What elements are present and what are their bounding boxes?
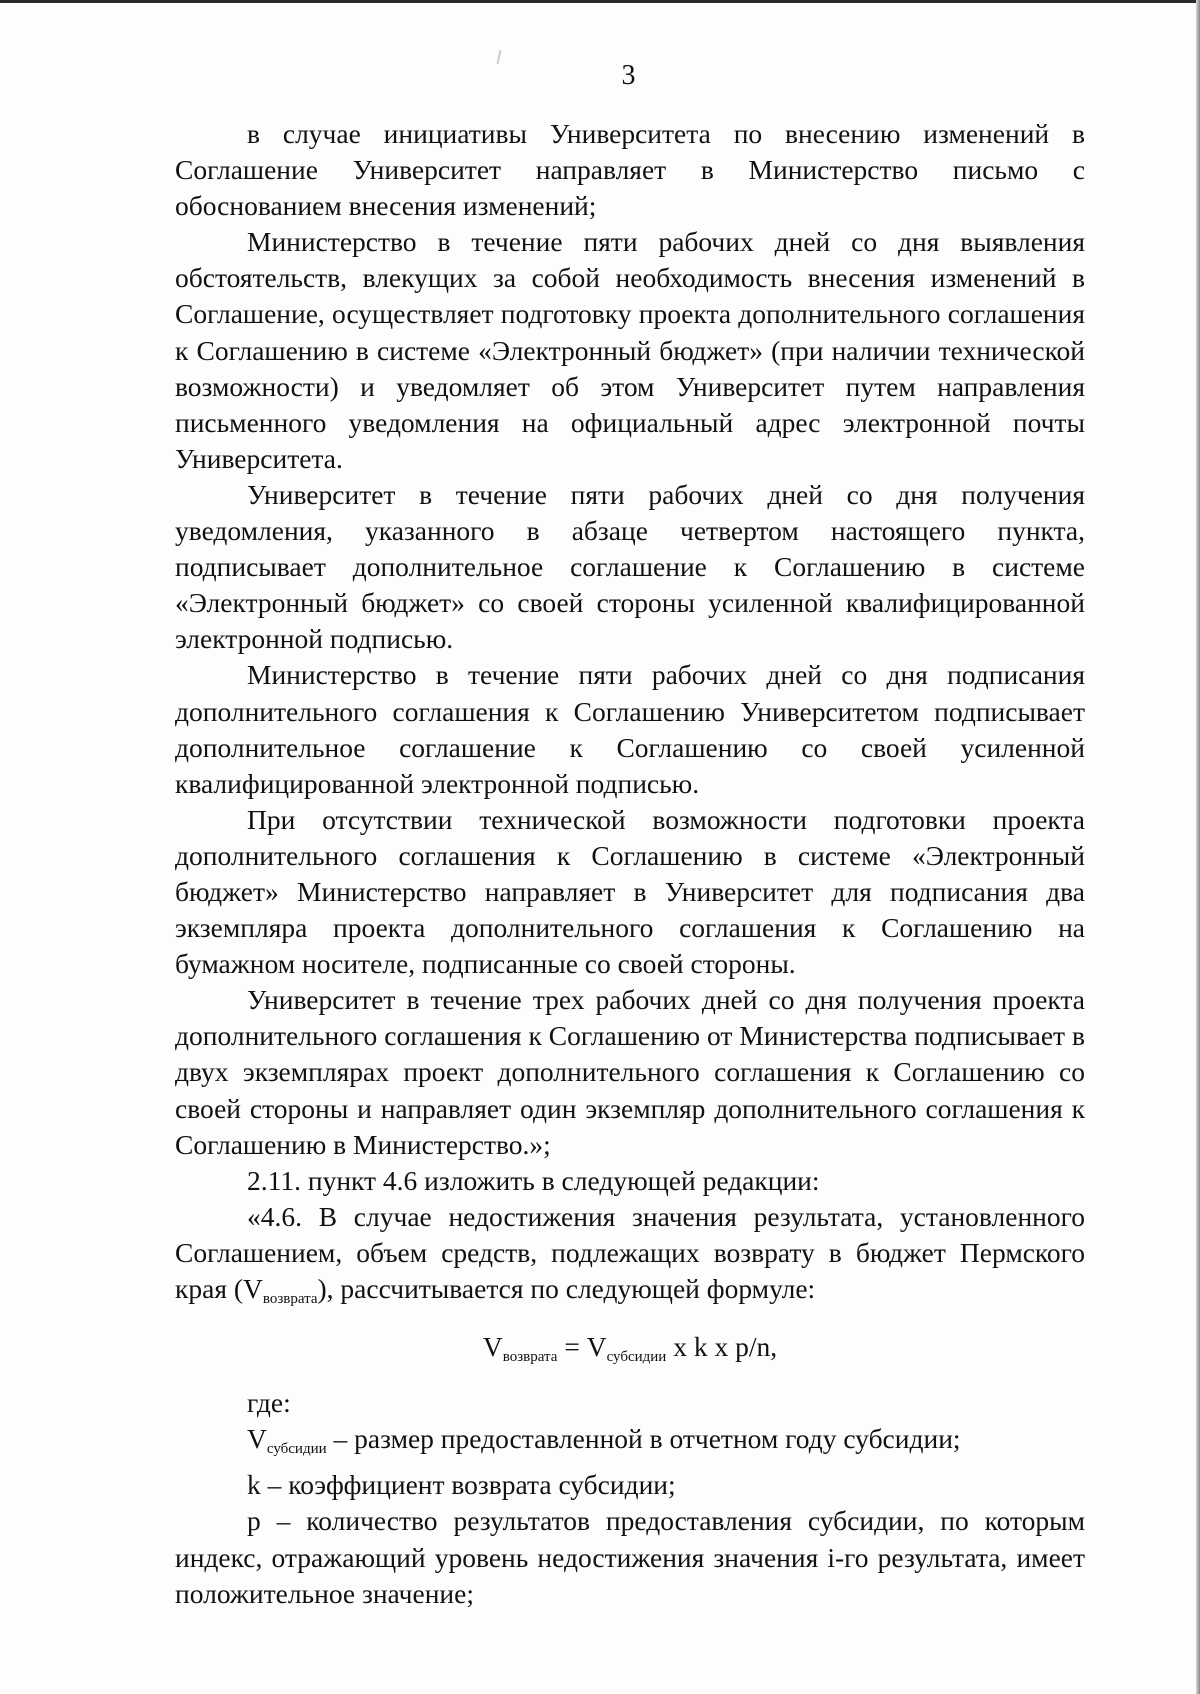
definition-subscript: субсидии bbox=[266, 1441, 327, 1458]
formula-var: V bbox=[482, 1331, 503, 1363]
definitions bbox=[175, 1385, 1085, 1612]
formula-subscript: возврата bbox=[502, 1349, 558, 1366]
paragraph: в случае инициативы Университета по внесению изменений в Соглашение Университет направляет в Министерство письмо с обоснованием внесения изменений; bbox=[175, 118, 1085, 222]
definition bbox=[175, 1421, 1085, 1467]
document-body bbox=[175, 116, 1085, 1612]
scan-edge-right bbox=[1196, 0, 1200, 1694]
formula-rest: x k x p/n, bbox=[666, 1331, 778, 1363]
paragraph: При отсутствии технической возможности подготовки проекта дополнительного соглашения к Соглашению в системе «Электронный бюджет» Министерство направляет в Университет для подписания два экземпляра проекта дополнительного соглашения к Соглашению на бумажном носителе, подписанные со своей стороны. bbox=[175, 803, 1085, 980]
paragraph: Университет в течение трех рабочих дней со дня получения проекта дополнительного соглашения к Соглашению от Министерства подписывает в двух экземплярах проект дополнительного соглашения к Соглашению со своей стороны и направляет один экземпляр дополнительного соглашения к Соглашению в Министерство.»; bbox=[175, 984, 1085, 1160]
paragraph-formula-intro bbox=[175, 1199, 1085, 1317]
paragraph: Министерство в течение пяти рабочих дней со дня выявления обстоятельств, влекущих за собой необходимость внесения изменений в Соглашение, осуществляет подготовку проекта дополнительного соглашения к Соглашению в системе «Электронный бюджет» (при наличии технической возможности) и уведомляет об этом Университет путем направления письменного уведомления на официальный адрес электронной почты Университета. bbox=[175, 226, 1085, 474]
formula-eq: = V bbox=[557, 1331, 607, 1363]
paragraph-tail: ), рассчитывается по следующей формуле: bbox=[317, 1273, 816, 1304]
paragraph: Министерство в течение пяти рабочих дней со дня подписания дополнительного соглашения к Соглашению Университетом подписывает дополнительное соглашение к Соглашению со своей усиленной квалифицированной электронной подписью. bbox=[175, 659, 1085, 799]
where-label: где: bbox=[247, 1387, 291, 1419]
definition: k – коэффициент возврата субсидии; bbox=[247, 1469, 676, 1501]
formula-subscript: субсидии bbox=[606, 1349, 667, 1366]
scan-edge-top bbox=[0, 0, 1200, 3]
page-number: 3 bbox=[621, 60, 636, 91]
paragraph: Университет в течение пяти рабочих дней со дня получения уведомления, указанного в абзаце четвертом настоящего пункта, подписывает дополнительное соглашение к Соглашению в системе «Электронный бюджет» со своей стороны усиленной квалифицированной электронной подписью. bbox=[175, 478, 1085, 655]
paragraph: 2.11. пункт 4.6 изложить в следующей редакции: bbox=[247, 1164, 820, 1196]
paragraph-text: «4.6. В случае недостижения значения результата, установленного Соглашением, объем средств, подлежащих возврату в бюджет Пермского края (V bbox=[175, 1200, 1085, 1304]
subscript: возврата bbox=[262, 1291, 318, 1307]
definition-var: V bbox=[247, 1423, 267, 1455]
formula bbox=[175, 1329, 1085, 1375]
definition-text: – размер предоставленной в отчетном году субсидии; bbox=[326, 1423, 961, 1455]
definition: p – количество результатов предоставления субсидии, по которым индекс, отражающий уровень недостижения значения i-го результата, имеет положительное значение; bbox=[175, 1505, 1085, 1609]
